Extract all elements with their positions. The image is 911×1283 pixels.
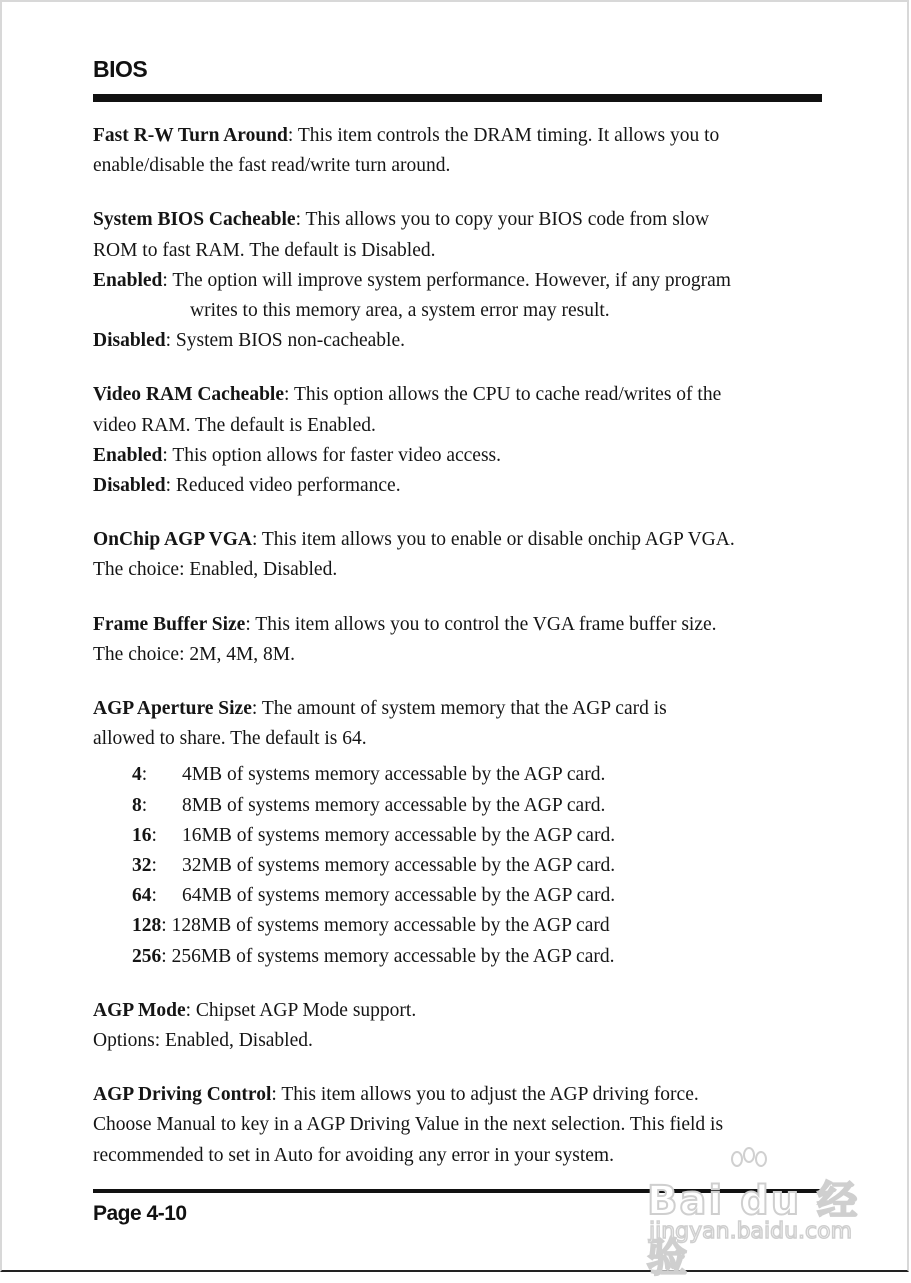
size-text: 256MB of systems memory accessable by the AGP card. bbox=[171, 945, 615, 967]
term: AGP Aperture Size bbox=[93, 698, 252, 720]
section-fast-rw-turn-around bbox=[93, 121, 833, 181]
option-text: : The option will improve system performance. However, if any program bbox=[162, 269, 731, 291]
list-item: 128: 128MB of systems memory accessable by the AGP card bbox=[93, 911, 833, 941]
list-item: 4: 4MB of systems memory accessable by the AGP card. bbox=[93, 760, 833, 790]
option-text: : Reduced video performance. bbox=[165, 475, 401, 497]
size-text: 16MB of systems memory accessable by the AGP card. bbox=[182, 824, 616, 846]
size-key: 4 bbox=[132, 764, 142, 786]
section-agp-mode bbox=[93, 996, 833, 1056]
watermark-logo: Bai du 经验 bbox=[647, 1178, 860, 1281]
description: : This item allows you to enable or disable onchip AGP VGA. bbox=[251, 529, 735, 551]
option-text: : This option allows for faster video access. bbox=[162, 444, 502, 466]
description: allowed to share. The default is 64. bbox=[93, 728, 367, 750]
option-term: Disabled bbox=[93, 475, 166, 497]
description: ROM to fast RAM. The default is Disabled. bbox=[93, 239, 436, 261]
size-key: 128 bbox=[132, 915, 162, 937]
option-term: Enabled bbox=[93, 269, 163, 291]
baidu-watermark bbox=[647, 1147, 867, 1281]
size-key: 256 bbox=[132, 945, 162, 967]
list-item: 256: 256MB of systems memory accessable by the AGP card. bbox=[93, 942, 833, 972]
description: Options: Enabled, Disabled. bbox=[93, 1030, 313, 1052]
term: Frame Buffer Size bbox=[93, 613, 246, 635]
term: AGP Driving Control bbox=[93, 1084, 272, 1106]
size-text: 8MB of systems memory accessable by the AGP card. bbox=[182, 794, 606, 816]
section-onchip-agp-vga bbox=[93, 525, 833, 585]
page-header-title: BIOS bbox=[93, 56, 148, 82]
list-item: 16: 16MB of systems memory accessable by the AGP card. bbox=[93, 821, 833, 851]
description: : This item controls the DRAM timing. It allows you to bbox=[287, 125, 720, 146]
size-key: 8 bbox=[132, 794, 142, 816]
term: OnChip AGP VGA bbox=[93, 529, 252, 551]
list-item: 32: 32MB of systems memory accessable by the AGP card. bbox=[93, 851, 833, 881]
description: video RAM. The default is Enabled. bbox=[93, 414, 376, 436]
description: : This option allows the CPU to cache read/writes of the bbox=[284, 384, 722, 406]
size-text: 4MB of systems memory accessable by the AGP card. bbox=[182, 764, 606, 786]
document-body bbox=[93, 121, 833, 1195]
section-agp-aperture-size bbox=[93, 694, 833, 972]
description: : The amount of system memory that the AGP card is bbox=[251, 698, 667, 720]
header-divider bbox=[93, 94, 822, 102]
option-term: Enabled bbox=[93, 444, 163, 466]
option-text: writes to this memory area, a system error may result. bbox=[190, 300, 610, 322]
description: : This allows you to copy your BIOS code from slow bbox=[295, 209, 710, 231]
size-key: 64 bbox=[132, 885, 152, 907]
description: The choice: 2M, 4M, 8M. bbox=[93, 643, 296, 665]
size-text: 32MB of systems memory accessable by the AGP card. bbox=[182, 855, 616, 877]
page-number: Page 4-10 bbox=[93, 1202, 187, 1225]
description: : Chipset AGP Mode support. bbox=[185, 999, 417, 1021]
term: System BIOS Cacheable bbox=[93, 209, 296, 231]
size-text: 64MB of systems memory accessable by the AGP card. bbox=[182, 885, 616, 907]
option-text: : System BIOS non-cacheable. bbox=[165, 330, 405, 352]
list-item: 8: 8MB of systems memory accessable by the AGP card. bbox=[93, 791, 833, 821]
aperture-size-list bbox=[93, 760, 833, 971]
size-key: 16 bbox=[132, 824, 152, 846]
section-system-bios-cacheable bbox=[93, 205, 833, 356]
term: Fast R-W Turn Around bbox=[93, 125, 288, 146]
size-text: 128MB of systems memory accessable by the AGP card bbox=[171, 915, 610, 937]
section-video-ram-cacheable bbox=[93, 380, 833, 501]
section-frame-buffer-size bbox=[93, 610, 833, 670]
description: recommended to set in Auto for avoiding any error in your system. bbox=[93, 1144, 614, 1166]
option-term: Disabled bbox=[93, 330, 166, 352]
watermark-url: jingyan.baidu.com bbox=[649, 1219, 853, 1244]
size-key: 32 bbox=[132, 855, 152, 877]
description: enable/disable the fast read/write turn around. bbox=[93, 155, 451, 177]
description: The choice: Enabled, Disabled. bbox=[93, 559, 338, 581]
term: AGP Mode bbox=[93, 999, 186, 1021]
description: : This item allows you to control the VGA frame buffer size. bbox=[245, 613, 717, 635]
description: Choose Manual to key in a AGP Driving Value in the next selection. This field is bbox=[93, 1114, 724, 1136]
term: Video RAM Cacheable bbox=[93, 384, 285, 406]
list-item: 64: 64MB of systems memory accessable by the AGP card. bbox=[93, 881, 833, 911]
description: : This item allows you to adjust the AGP driving force. bbox=[271, 1084, 699, 1106]
